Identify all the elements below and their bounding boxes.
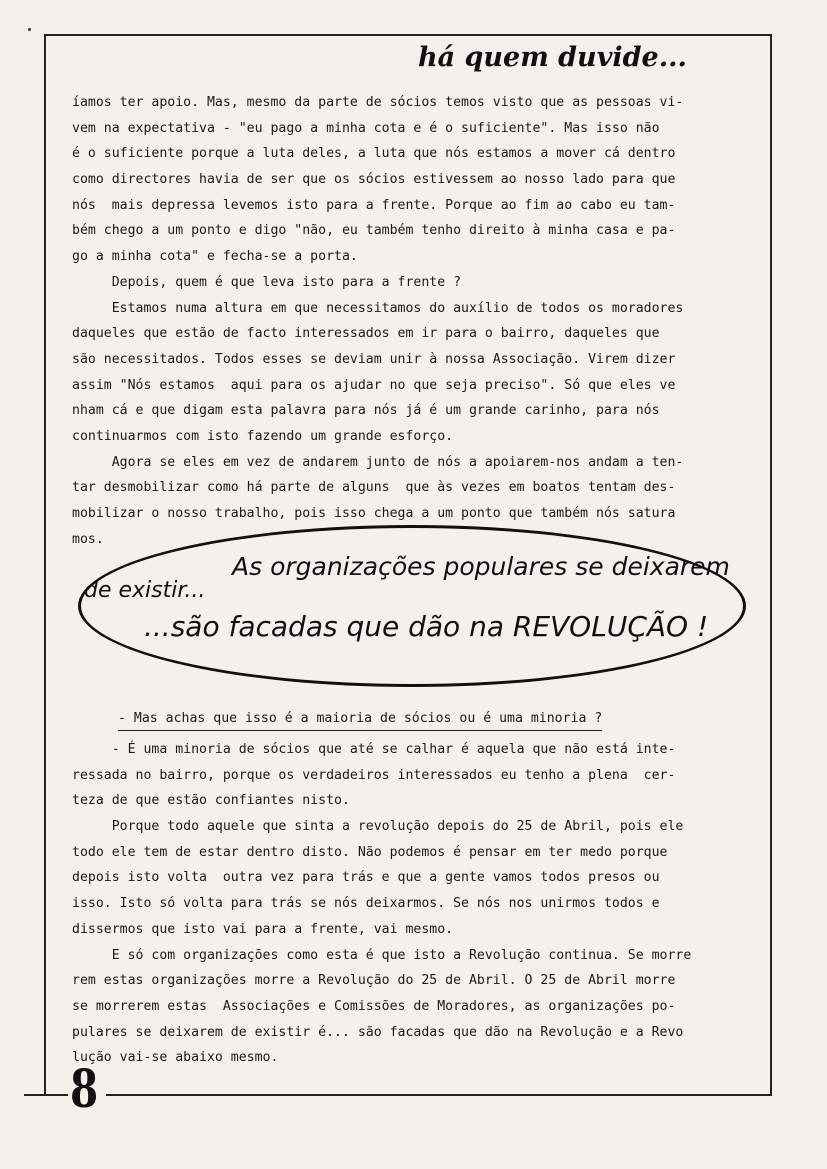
text-line: mos. <box>72 531 104 547</box>
text-line: é o suficiente porque a luta deles, a luta que nós estamos a mover cá dentro <box>72 146 676 162</box>
footer-rule <box>106 1094 772 1096</box>
text-line: dissermos que isto vai para a frente, vai mesmo. <box>72 921 454 937</box>
text-line: Depois, quem é que leva isto para a frente ? <box>72 274 462 290</box>
text-line: nham cá e que digam esta palavra para nós já é um grande carinho, para nós <box>72 403 660 419</box>
text-line: Estamos numa altura em que necessitamos do auxílio de todos os moradores <box>72 300 684 316</box>
text-line: depois isto volta outra vez para trás e que a gente vamos todos presos ou <box>72 870 660 886</box>
text-line: Porque todo aquele que sinta a revolução depois do 25 de Abril, pois ele <box>72 819 684 835</box>
footer-rule-left <box>24 1094 68 1096</box>
text-line: E só com organizações como esta é que isto a Revolução continua. Se morre <box>72 947 692 963</box>
text-line: como directores havia de ser que os sócios estivessem ao nosso lado para que <box>72 172 676 188</box>
callout-line-3: ...são facadas que dão na REVOLUÇÃO ! <box>144 610 709 643</box>
callout-line-2: de existir... <box>84 578 206 603</box>
text-line: mobilizar o nosso trabalho, pois isso chega a um ponto que também nós satura <box>72 506 676 521</box>
text-line: bém chego a um ponto e digo "não, eu também tenho direito à minha casa e pa- <box>72 223 676 239</box>
text-line: vem na expectativa - "eu pago a minha cota e é o suficiente". Mas isso não <box>72 120 660 136</box>
text-line: - É uma minoria de sócios que até se calhar é aquela que não está inte- <box>72 742 676 757</box>
text-line: ressada no bairro, porque os verdadeiros interessados eu tenho a plena cer- <box>72 767 676 783</box>
text-line: nós mais depressa levemos isto para a frente. Porque ao fim ao cabo eu tam- <box>72 197 676 213</box>
text-line: continuarmos com isto fazendo um grande esforço. <box>72 428 454 444</box>
interview-question: - Mas achas que isso é a maioria de sócios ou é uma minoria ? <box>118 708 602 731</box>
text-line: rem estas organizações morre a Revolução do 25 de Abril. O 25 de Abril morre <box>72 973 676 989</box>
text-line: se morrerem estas Associações e Comissões de Moradores, as organizações po- <box>72 998 676 1014</box>
body-text-top <box>72 90 762 552</box>
text-line: todo ele tem de estar dentro disto. Não podemos é pensar em ter medo porque <box>72 844 668 860</box>
handwritten-title: há quem duvide... <box>418 42 687 73</box>
page-number: 8 <box>70 1059 99 1120</box>
text-line: tar desmobilizar como há parte de alguns que às vezes em boatos tentam des- <box>72 480 676 496</box>
text-line: teza de que estão confiantes nisto. <box>72 793 350 809</box>
text-line: lução vai-se abaixo mesmo. <box>72 1050 279 1066</box>
text-line: assim "Nós estamos aqui para os ajudar no que seja preciso". Só que eles ve <box>72 377 676 393</box>
text-line: daqueles que estão de facto interessados em ir para o bairro, daqueles que <box>72 326 660 342</box>
body-text-bottom <box>72 737 762 1071</box>
text-line: go a minha cota" e fecha-se a porta. <box>72 249 358 265</box>
text-line: são necessitados. Todos esses se deviam unir à nossa Associação. Virem dizer <box>72 351 676 367</box>
callout-line-1: As organizações populares se deixarem <box>232 552 730 581</box>
text-line: íamos ter apoio. Mas, mesmo da parte de sócios temos visto que as pessoas vi- <box>72 95 684 110</box>
callout-ellipse <box>78 525 746 687</box>
text-line: isso. Isto só volta para trás se nós deixarmos. Se nós nos unirmos todos e <box>72 896 660 912</box>
page-speck <box>28 28 31 31</box>
text-line: pulares se deixarem de existir é... são facadas que dão na Revolução e a Revo <box>72 1024 684 1040</box>
text-line: Agora se eles em vez de andarem junto de nós a apoiarem-nos andam a ten- <box>72 454 684 470</box>
